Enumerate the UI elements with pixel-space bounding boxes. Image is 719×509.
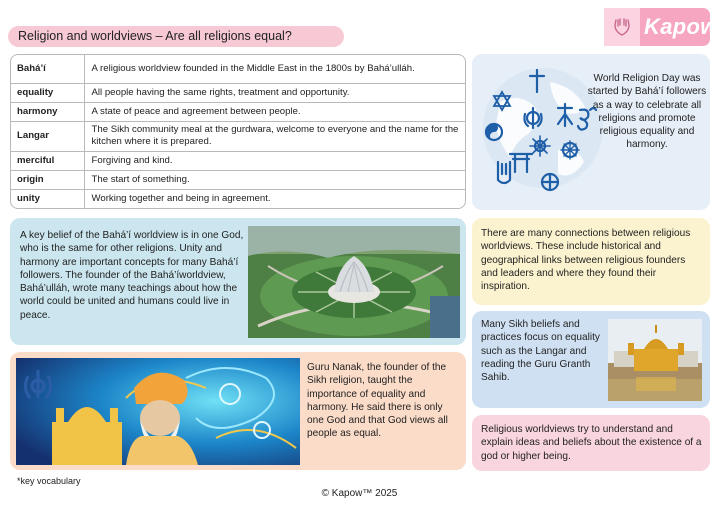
table-row (11, 170, 465, 189)
vocab-definition: Working together and being in agreement. (91, 192, 271, 204)
table-row (11, 151, 465, 170)
vocabulary-table (10, 54, 466, 209)
table-row (11, 55, 465, 83)
bahai-text: A key belief of the Bahá’í worldview is in one God, who is the same for other religions. Unity and harmony are important concepts for many Bahá’í followers. The founder of the Bahá’íworldview, Bahá’ulláh, wrote many teachings about how the world could be united and humans could live in peace. (20, 230, 244, 321)
vocab-term: harmony (11, 102, 84, 121)
vocab-definition: The start of something. (84, 170, 465, 189)
sikh-beliefs-text: Many Sikh beliefs and practices focus on equality such as the Langar and reading the Guru Granth Sahib. (481, 319, 600, 384)
table-row (11, 121, 465, 151)
golden-temple-photo (608, 319, 702, 401)
vocab-definition: A state of peace and agreement between people. (84, 102, 465, 121)
guru-nanak-text: Guru Nanak, the founder of the Sikh religion, taught the importance of equality and harmony. He said there is only one God and that God views all people as equal. (307, 362, 448, 440)
vocab-definition: A religious worldview founded in the Middle East in the 1800s by Bahá’ulláh. (84, 55, 465, 83)
vocab-definition: The Sikh community meal at the gurdwara, welcome to everyone and the name for the kitchen where it is prepared. (84, 121, 465, 151)
vocab-term: Bahá’í (11, 55, 84, 83)
vocab-term: Langar (11, 121, 84, 151)
table-row (11, 83, 465, 102)
copyright-text: © Kapow™ 2025 (321, 488, 398, 499)
table-row (11, 189, 465, 208)
hands-icon (610, 15, 634, 39)
lotus-temple-photo (248, 226, 460, 338)
key-vocabulary-note: *key vocabulary (17, 476, 81, 486)
vocab-term: equality (11, 83, 84, 102)
connections-text: There are many connections between religious worldviews. These include historical and geographical links between religious founders and leaders and where they found their inspiration. (481, 228, 691, 293)
table-row (11, 102, 465, 121)
lotus-star-icon (530, 136, 550, 156)
vocab-term: unity (11, 189, 84, 208)
page-title: Religion and worldviews – Are all religions equal? (8, 26, 344, 47)
religious-worldviews-text: Religious worldviews try to understand and explain ideas and beliefs about the existence of a god or higher being. (481, 424, 702, 462)
vocab-definition: Forgiving and kind. (84, 151, 465, 170)
vocab-term: origin (11, 170, 84, 189)
vocab-definition: All people having the same rights, treatment and opportunity. (84, 83, 465, 102)
guru-nanak-illustration (16, 358, 300, 465)
world-religion-day-text: World Religion Day was started by Bahá’í followers as a way to celebrate all religions and promote religious equality and harmony. (587, 73, 707, 151)
kapow-logo: Kapow (604, 8, 710, 46)
vocab-term: merciful (11, 151, 84, 170)
globe-cross-icon (542, 174, 558, 190)
dharma-wheel-icon (561, 141, 579, 159)
